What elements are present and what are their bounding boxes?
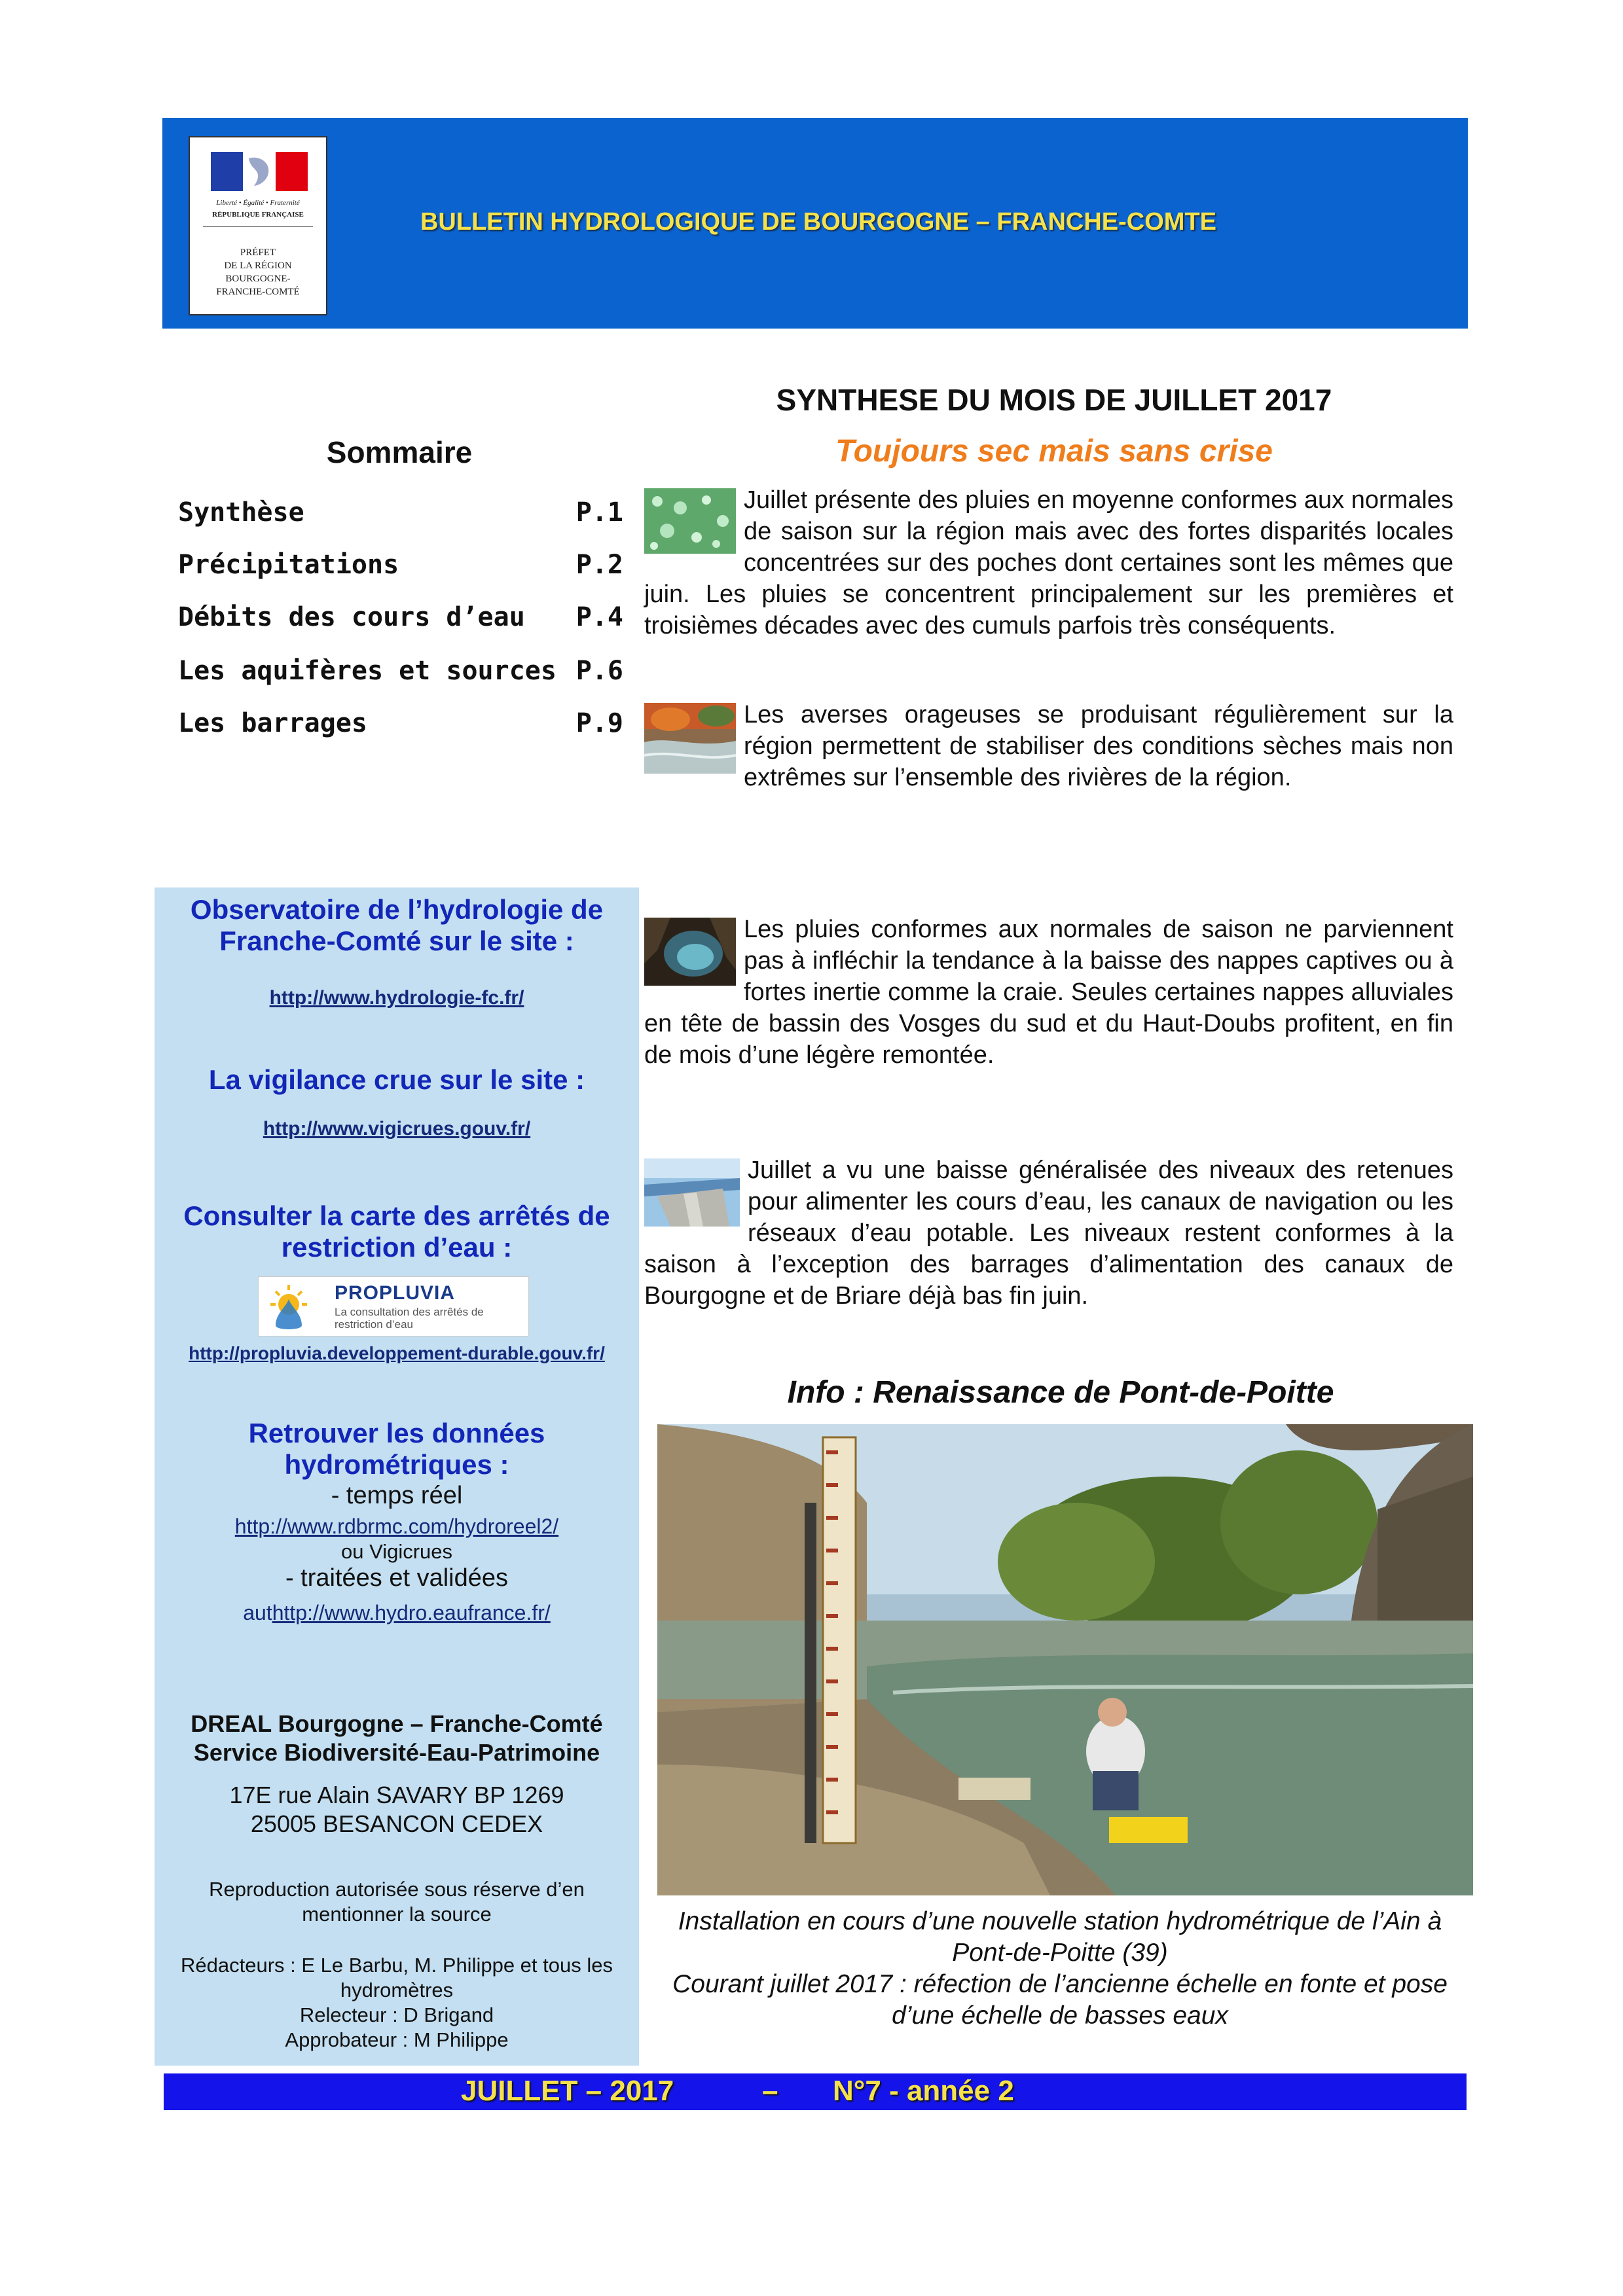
dreal-name: DREAL Bourgogne – Franche-Comté bbox=[191, 1710, 603, 1737]
vigilance-heading: La vigilance crue sur le site : bbox=[208, 1064, 585, 1095]
footer-dash: – bbox=[762, 2075, 778, 2107]
propluvia-tagline: La consultation des arrêtés de restriction d’eau bbox=[335, 1306, 484, 1331]
paragraph-text: Juillet présente des pluies en moyenne conformes aux normales de saison sur la région mais avec des fortes disparités locales concentrées sur des poches dont certaines sont les mêmes que juin. Les pluies se concentrent principalement sur les premières et troisièmes décades avec des cumuls parfois très conséquents. bbox=[644, 486, 1453, 639]
redacteurs: Rédacteurs : E Le Barbu, M. Philippe et tous les hydromètres bbox=[181, 1954, 613, 2001]
hydro-eaufrance-line bbox=[155, 1601, 639, 1625]
restriction-heading: Consulter la carte des arrêtés de restriction d’eau : bbox=[183, 1200, 610, 1263]
bulletin-title: BULLETIN HYDROLOGIQUE DE BOURGOGNE – FRANCHE-COMTE bbox=[420, 208, 1217, 236]
footer-month-year: JUILLET – 2017 bbox=[461, 2075, 674, 2107]
propluvia-logo[interactable] bbox=[258, 1276, 529, 1336]
synthese-title: SYNTHESE DU MOIS DE JUILLET 2017 bbox=[776, 383, 1332, 417]
caption-line-2: Courant juillet 2017 : réfection de l’ancienne échelle en fonte et pose d’une échelle de basses eaux bbox=[672, 1970, 1448, 2030]
pont-de-poitte-photo bbox=[657, 1424, 1473, 1895]
logo-prefet-text: PRÉFET DE LA RÉGION BOURGOGNE- FRANCHE-COMTÉ bbox=[216, 247, 300, 297]
photo-caption bbox=[644, 1906, 1476, 2032]
rdbrmc-link[interactable]: http://www.rdbrmc.com/hydroreel2/ bbox=[234, 1515, 559, 1538]
toc-item[interactable] bbox=[178, 497, 623, 537]
temps-reel-label: - temps réel bbox=[331, 1482, 463, 1509]
hydro-prefix: aut bbox=[243, 1601, 272, 1624]
approbateur: Approbateur : M Philippe bbox=[285, 2028, 509, 2051]
synthese-paragraph-aquiferes bbox=[644, 914, 1453, 1071]
paragraph-text: Juillet a vu une baisse généralisée des niveaux des retenues pour alimenter les cours d’eau, les canaux de navigation ou les réseaux d’eau potable. Les niveaux restent conformes à la saison à l’exception des barrages d’alimentation des canaux de Bourgogne et de Briare déjà bas fin juin. bbox=[644, 1157, 1453, 1310]
synthese-paragraph-precipitations bbox=[644, 484, 1453, 641]
paragraph-text: Les pluies conformes aux normales de saison ne parviennent pas à infléchir la tendance à la baisse des nappes captives ou à fortes inertie comme la craie. Seules certaines nappes alluviales en tête de bassin des Vosges du sud et du Haut-Doubs profitent, en fin de mois d’une légère remontée. bbox=[644, 916, 1453, 1069]
toc-page: P.2 bbox=[575, 550, 623, 580]
hydro-eaufrance-link[interactable]: http://www.hydro.eaufrance.fr/ bbox=[272, 1601, 551, 1624]
toc-item[interactable] bbox=[178, 656, 623, 695]
propluvia-sun-icon bbox=[263, 1281, 314, 1332]
toc-page: P.4 bbox=[575, 602, 623, 632]
toc-label: Les barrages bbox=[178, 708, 367, 738]
toc-label: Synthèse bbox=[178, 497, 304, 528]
propluvia-name: PROPLUVIA bbox=[335, 1282, 456, 1304]
reproduction-notice: Reproduction autorisée sous réserve d’en mentionner la source bbox=[209, 1878, 585, 1926]
paragraph-text: Les averses orageuses se produisant régulièrement sur la région permettent de stabiliser des conditions sèches mais non extrêmes sur l’ensemble des rivières de la région. bbox=[744, 701, 1453, 791]
cave-icon bbox=[644, 918, 736, 986]
dreal-service: Service Biodiversité-Eau-Patrimoine bbox=[193, 1739, 600, 1766]
traitees-label: - traitées et validées bbox=[285, 1564, 509, 1592]
observatoire-heading: Observatoire de l’hydrologie de Franche-Comté sur le site : bbox=[190, 894, 604, 956]
footer-text bbox=[164, 2073, 1467, 2110]
synthese-paragraph-barrages bbox=[644, 1155, 1453, 1312]
toc-label: Les aquifères et sources bbox=[178, 656, 556, 686]
relecteur: Relecteur : D Brigand bbox=[299, 2003, 494, 2026]
hydrologie-fc-link[interactable]: http://www.hydrologie-fc.fr/ bbox=[269, 987, 524, 1009]
ou-vigicrues-label: ou Vigicrues bbox=[340, 1540, 453, 1563]
address-street: 17E rue Alain SAVARY BP 1269 bbox=[229, 1782, 564, 1808]
toc-item[interactable] bbox=[178, 708, 623, 747]
caption-line-1: Installation en cours d’une nouvelle station hydrométrique de l’Ain à Pont-de-Poitte (39) bbox=[678, 1907, 1442, 1967]
logo-divider bbox=[203, 226, 313, 227]
marianne-flag-icon bbox=[211, 152, 308, 191]
synthese-subtitle: Toujours sec mais sans crise bbox=[835, 434, 1273, 469]
rain-drops-icon bbox=[644, 488, 736, 554]
toc-page: P.9 bbox=[575, 708, 623, 738]
sommaire-title: Sommaire bbox=[326, 435, 473, 469]
toc-page: P.1 bbox=[575, 497, 623, 528]
info-title: Info : Renaissance de Pont-de-Poitte bbox=[787, 1375, 1334, 1410]
river-icon bbox=[644, 703, 736, 774]
logo-motto: Liberté • Égalité • Fraternité bbox=[216, 199, 300, 207]
synthese-paragraph-debits bbox=[644, 699, 1453, 793]
vigicrues-link[interactable]: http://www.vigicrues.gouv.fr/ bbox=[263, 1118, 531, 1139]
address-city: 25005 BESANCON CEDEX bbox=[250, 1810, 543, 1837]
toc-item[interactable] bbox=[178, 550, 623, 589]
toc-page: P.6 bbox=[575, 656, 623, 686]
toc-item[interactable] bbox=[178, 602, 623, 641]
donnees-heading: Retrouver les données hydrométriques : bbox=[248, 1418, 545, 1480]
propluvia-link[interactable]: http://propluvia.developpement-durable.gouv.fr/ bbox=[189, 1343, 605, 1363]
toc-label: Précipitations bbox=[178, 550, 399, 580]
logo-republic: RÉPUBLIQUE FRANÇAISE bbox=[212, 211, 304, 219]
prefet-logo bbox=[189, 136, 327, 315]
toc-label: Débits des cours d’eau bbox=[178, 602, 525, 632]
footer-issue: N°7 - année 2 bbox=[833, 2075, 1014, 2107]
dam-icon bbox=[644, 1158, 740, 1227]
